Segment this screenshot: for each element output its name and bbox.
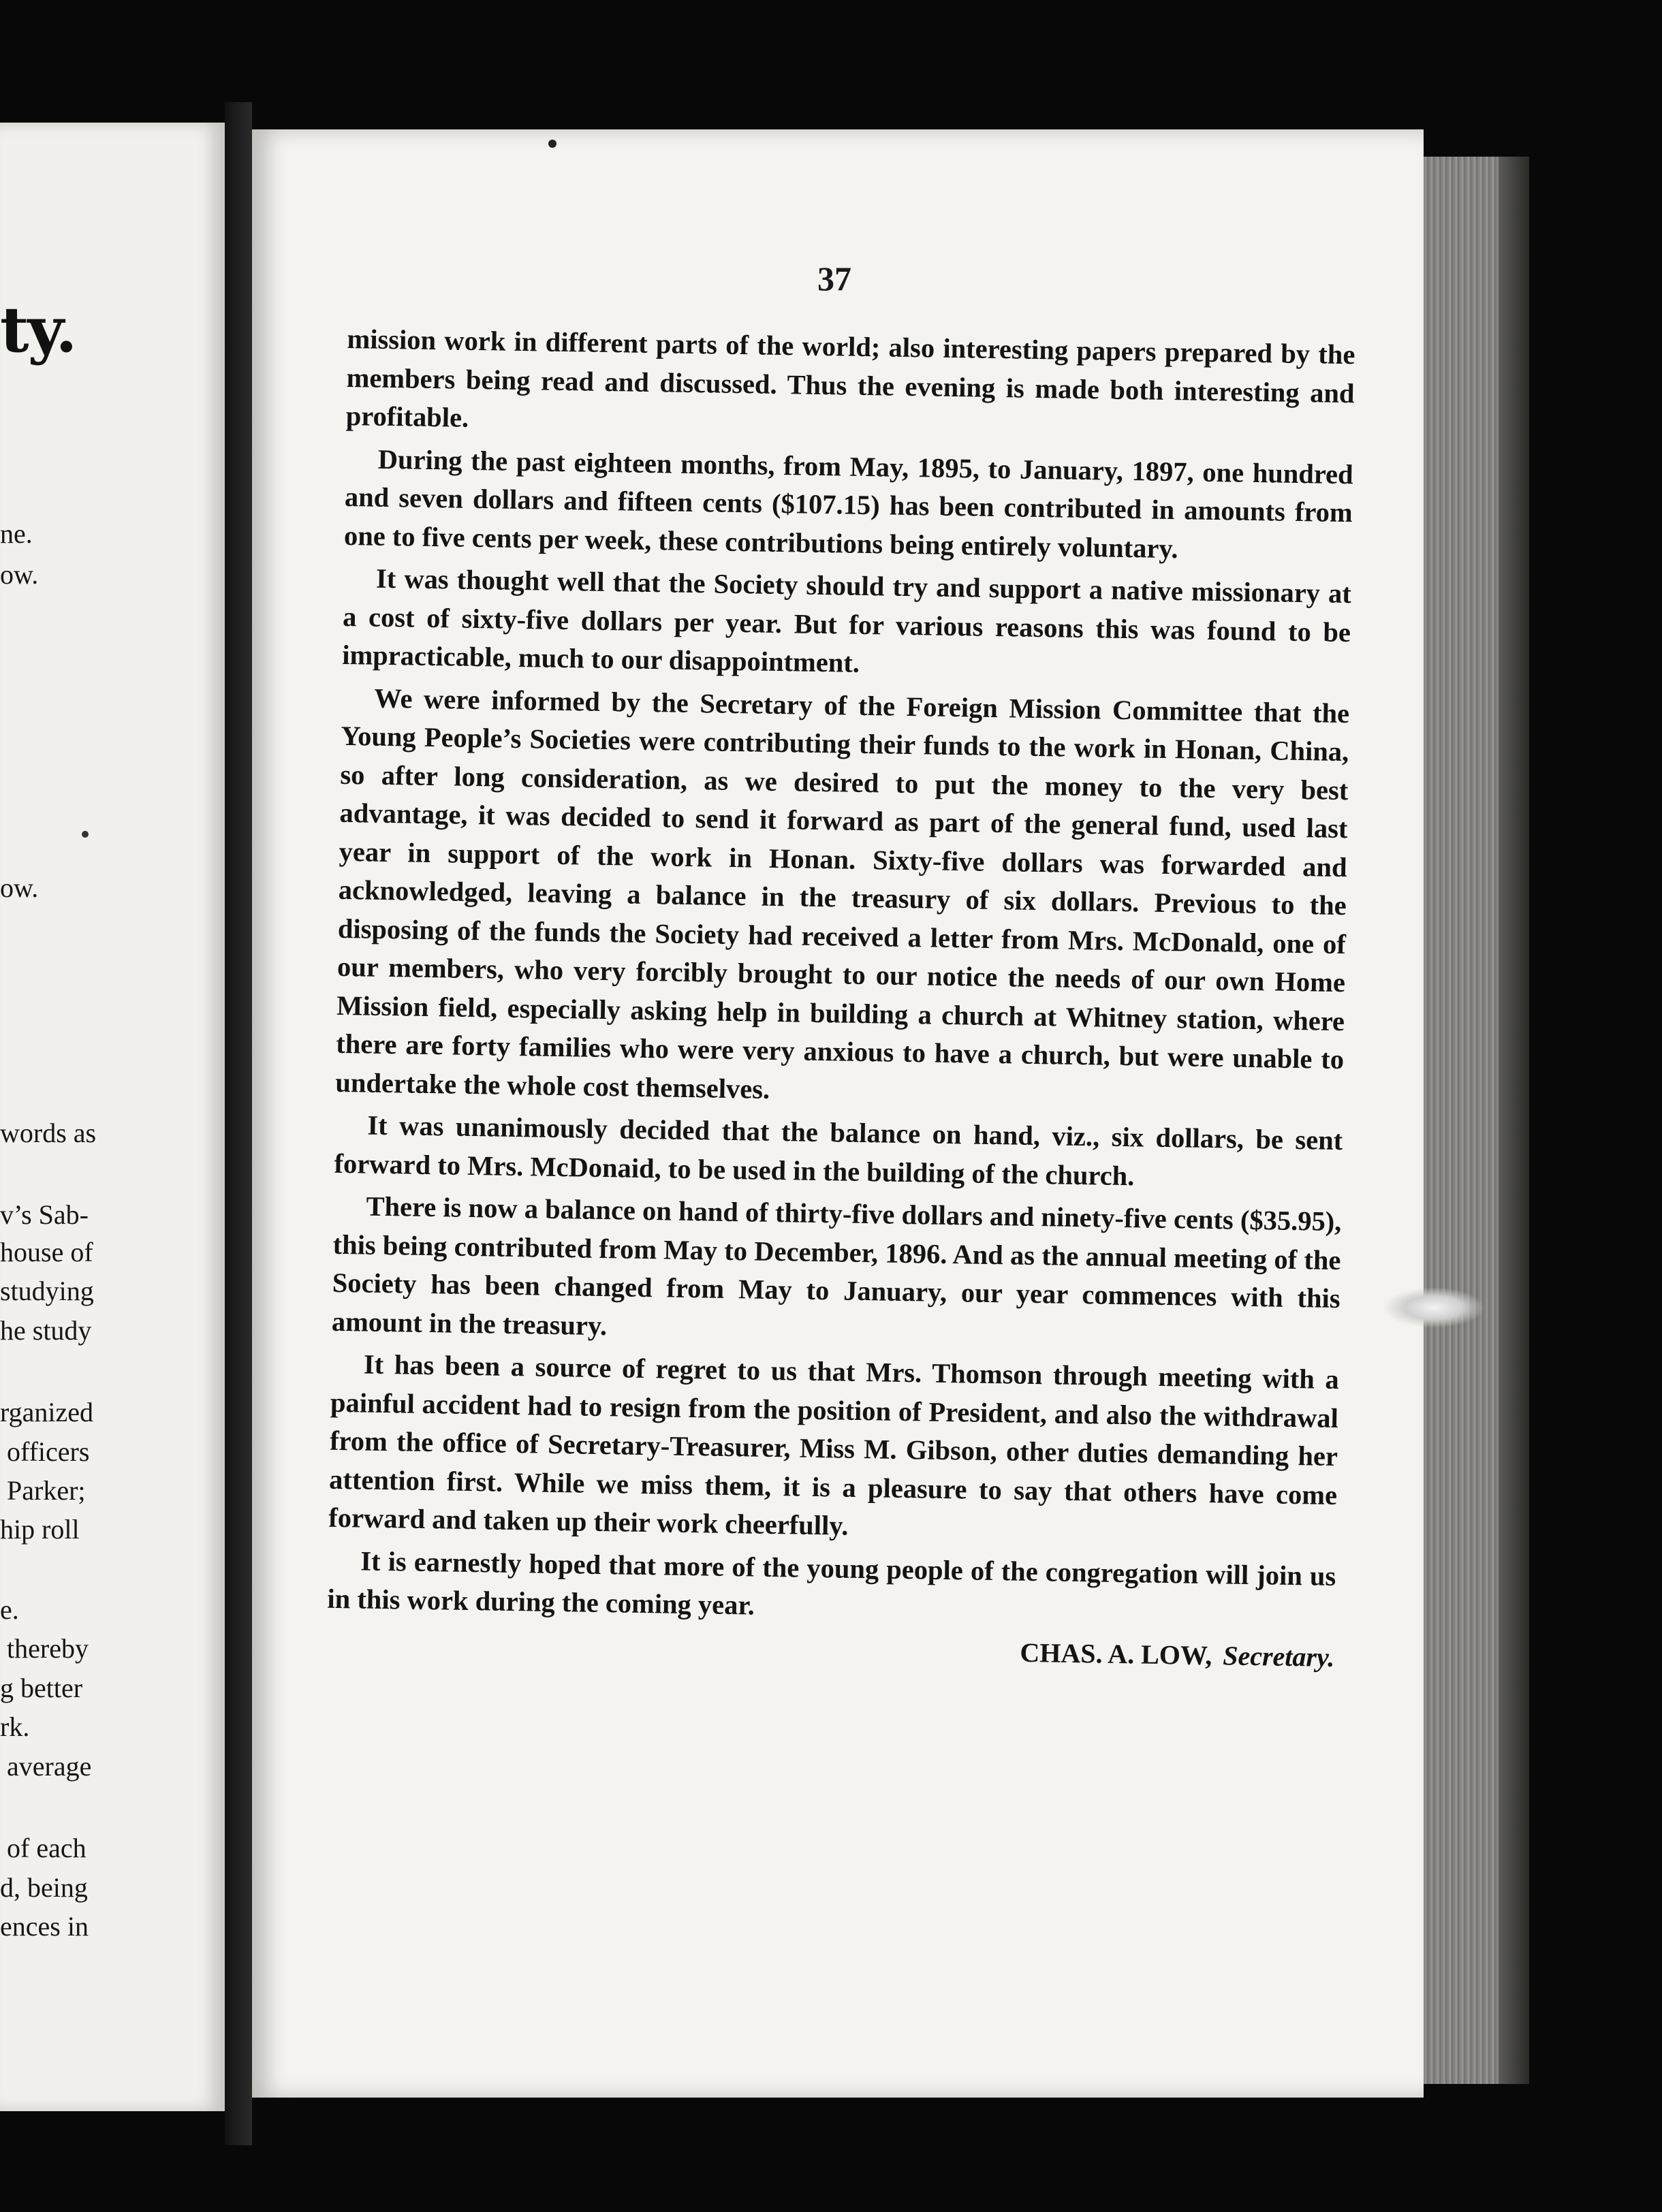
paragraph: It was unanimously decided that the balance on hand, viz., six dollars, be sent forward to Mrs. McDonaid, to be used in the building of the church. — [334, 1109, 1343, 1191]
left-page-line: words as — [0, 1118, 97, 1148]
book-gutter — [225, 102, 252, 2145]
paragraph: It has been a source of regret to us that Mrs. Thomson through meeting with a painful accident had to resign from the position of President, and also the withdrawal from the office of Secretary-Treasurer, Miss M. Gibson, other duties demanding her attention first. While we miss them, it is a pleasure to say that others have come forward and taken up their work cheerfully. — [328, 1348, 1340, 1541]
facing-page-left — [0, 123, 225, 2111]
paragraph: During the past eighteen months, from May, 1895, to January, 1897, one hundred and seven dollars and fifteen cents ($107.15) has been contributed in amounts from one to five cents per week, these contributions being entirely voluntary. — [343, 443, 1353, 564]
left-page-line: ow. — [0, 559, 39, 590]
paragraph: It is earnestly hoped that more of the young people of the congregation will join us in this work during the coming year. — [327, 1545, 1336, 1621]
paper-tear — [1383, 1287, 1485, 1328]
left-page-line: ences in — [0, 1911, 89, 1942]
left-page-line: rganized — [0, 1397, 93, 1427]
paragraph: mission work in different parts of the world; also interesting papers prepared by the members being read and discussed. Thus the evening is made both interesting and profitable. — [345, 323, 1355, 433]
left-page-line: d, being — [0, 1872, 88, 1903]
signature-role: Secretary. — [1222, 1639, 1335, 1673]
left-page-line: e. — [0, 1594, 19, 1625]
page-edges-shadow — [1499, 157, 1529, 2084]
left-page-line: hip roll — [0, 1514, 80, 1545]
left-page-line: ne. — [0, 518, 33, 549]
left-page-line: officers — [7, 1436, 90, 1467]
paragraph: It was thought well that the Society should try and support a native missionary at a cost of sixty-five dollars per year. But for various reasons this was found to be impracticable, much to our disappointment. — [341, 563, 1352, 678]
left-page-line: ow. — [0, 872, 39, 903]
left-page-line: rk. — [0, 1711, 30, 1742]
page-body — [326, 320, 1355, 1677]
signature-name: CHAS. A. LOW, — [1020, 1637, 1212, 1671]
left-page-line: g better — [0, 1673, 83, 1703]
ink-speck — [548, 140, 556, 148]
left-page-line: he study — [0, 1315, 92, 1346]
paragraph: We were informed by the Secretary of the Foreign Mission Committee that the Young People’s Societies were contributing their funds to the work in Honan, China, so after long consideration, as we desired to put the money to the very best advantage, it was decided to send it forward as part of the general fund, used last year in support of the work in Honan. Sixty-five dollars was forwarded and acknowledged, leaving a balance in the treasury of six dollars. Previous to the disposing of the funds the Society had received a letter from Mrs. McDonald, one of our members, who very forcibly brought to our notice the needs of our own Home Mission field, especially asking help in building a church at Whitney station, where there are forty families who were very anxious to have a church, but were unable to undertake the whole cost themselves. — [335, 682, 1350, 1105]
ink-speck — [82, 831, 89, 838]
left-page-line: house of — [0, 1237, 93, 1267]
left-page-line: studying — [0, 1276, 94, 1306]
left-page-line: Parker; — [7, 1475, 86, 1506]
left-page-line: of each — [7, 1833, 87, 1863]
paragraph: There is now a balance on hand of thirty-five dollars and ninety-five cents ($35.95), this being contributed from May to December, 1896. And as the annual meeting of the Society has been changed from May to January, our year commences with this amount in the treasury. — [331, 1190, 1342, 1341]
left-page-heading-fragment: ty. — [0, 293, 76, 366]
left-page-line: thereby — [7, 1633, 89, 1664]
left-page-line: v’s Sab- — [0, 1199, 89, 1230]
page-number: 37 — [817, 259, 851, 298]
left-page-line: average — [7, 1751, 92, 1782]
